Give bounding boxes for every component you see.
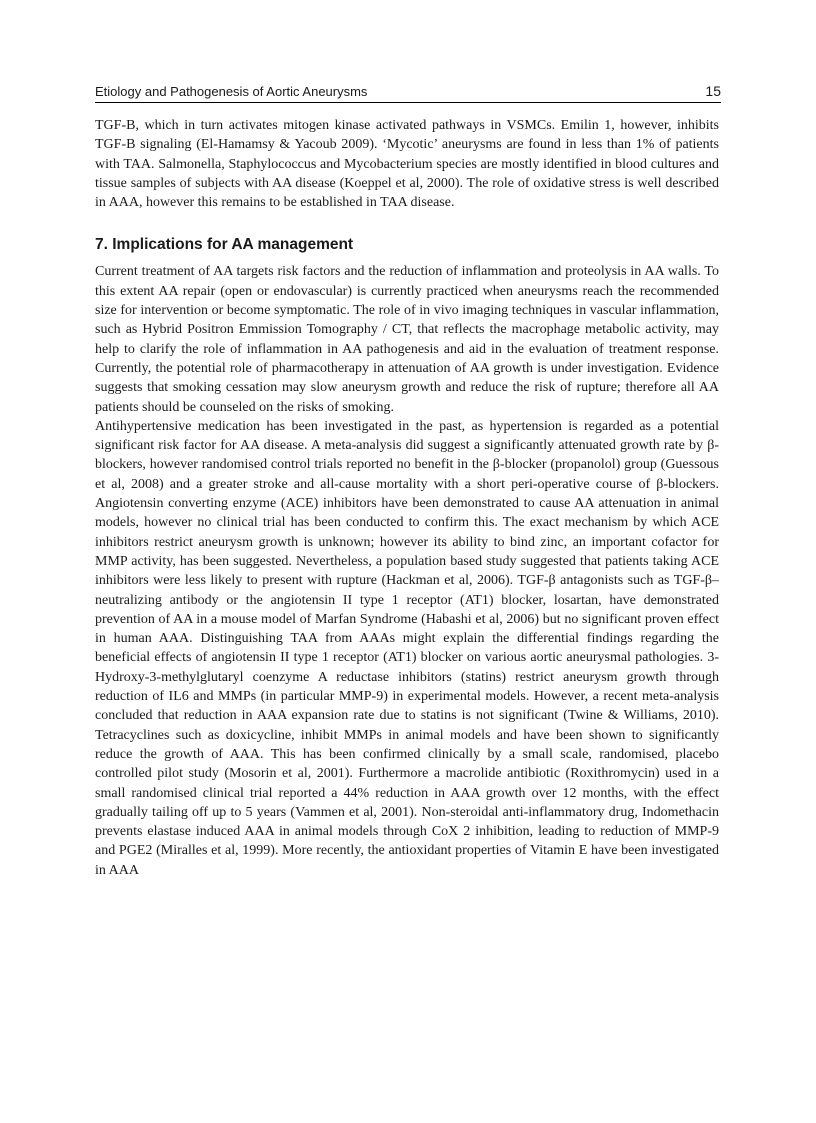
section-heading: 7. Implications for AA management (95, 236, 354, 254)
page-body (95, 116, 719, 880)
section-paragraph: Antihypertensive medication has been investigated in the past, as hypertension is regarded as a potential significant risk factor for AA disease. A meta-analysis did suggest a significantly attenuated growth rate by β-blockers, however randomised control trials reported no benefit in the β-blocker (propanolol) group (Guessous et al, 2008) and a greater stroke and all-cause mortality with a short peri-operative course of β-blockers. Angiotensin converting enzyme (ACE) inhibitors have been demonstrated to cause AA attenuation in animal models, however no clinical trial has been conducted to confirm this. The exact mechanism by which ACE inhibitors restrict aneurysm growth is unknown; however its ability to bind zinc, an important cofactor for MMP activity, has been suggested. Nevertheless, a population based study suggested that patients taking ACE inhibitors were less likely to present with rupture (Hackman et al, 2006). TGF-β antagonists such as TGF-β–neutralizing antibody or the angiotensin II type 1 receptor (AT1) blocker, losartan, have demonstrated prevention of AA in a mouse model of Marfan Syndrome (Habashi et al, 2006) but no significant proven effect in human AAA. Distinguishing TAA from AAAs might explain the differential findings regarding the beneficial effects of angiotensin II type 1 receptor (AT1) blocker on various aortic aneurysmal pathologies. 3-Hydroxy-3-methylglutaryl coenzyme A reductase inhibitors (statins) restrict aneurysm growth through reduction of IL6 and MMPs (in particular MMP-9) in experimental models. However, a recent meta-analysis concluded that reduction in AAA expansion rate due to statins is not significant (Twine & Williams, 2010). Tetracyclines such as doxicycline, inhibit MMPs in animal models and have been shown to significantly reduce the growth of AAA. This has been confirmed clinically by a small scale, randomised, placebo controlled pilot study (Mosorin et al, 2001). Furthermore a macrolide antibiotic (Roxithromycin) used in a small randomised clinical trial reported a 44% reduction in AAA growth over 12 months, with the effect gradually tailing off up to 5 years (Vammen et al, 2001). Non-steroidal anti-inflammatory drug, Indomethacin prevents elastase induced AAA in animal models through CoX 2 inhibition, leading to reduction of MMP-9 and PGE2 (Miralles et al, 1999). More recently, the antioxidant properties of Vitamin E have been investigated in AAA (95, 418, 719, 878)
intro-paragraph: TGF-B, which in turn activates mitogen kinase activated pathways in VSMCs. Emilin 1, however, inhibits TGF-B signaling (El-Hamamsy & Yacoub 2009). ‘Mycotic’ aneurysms are found in less than 1% of patients with TAA. Salmonella, Staphylococcus and Mycobacterium species are mostly identified in blood cultures and tissue samples of subjects with AA disease (Koeppel et al, 2000). The role of oxidative stress is well described in AAA, however this remains to be established in TAA disease. (95, 118, 719, 211)
running-header (95, 80, 721, 103)
running-title: Etiology and Pathogenesis of Aortic Aneurysms (95, 84, 368, 99)
section-paragraph: Current treatment of AA targets risk factors and the reduction of inflammation and proteolysis in AA walls. To this extent AA repair (open or endovascular) is currently practiced when aneurysms reach the recommended size for intervention or become symptomatic. The role of in vivo imaging techniques in vascular inflammation, such as Hybrid Positron Emmission Tomography / CT, that reflects the macrophage metabolic activity, may help to clarify the role of inflammation in AA pathogenesis and aid in the evaluation of treatment response. Currently, the potential role of pharmacotherapy in attenuation of AA growth is under investigation. Evidence suggests that smoking cessation may slow aneurysm growth and reduce the risk of rupture; therefore all AA patients should be counseled on the risks of smoking. (95, 264, 719, 415)
page-number: 15 (705, 83, 721, 99)
